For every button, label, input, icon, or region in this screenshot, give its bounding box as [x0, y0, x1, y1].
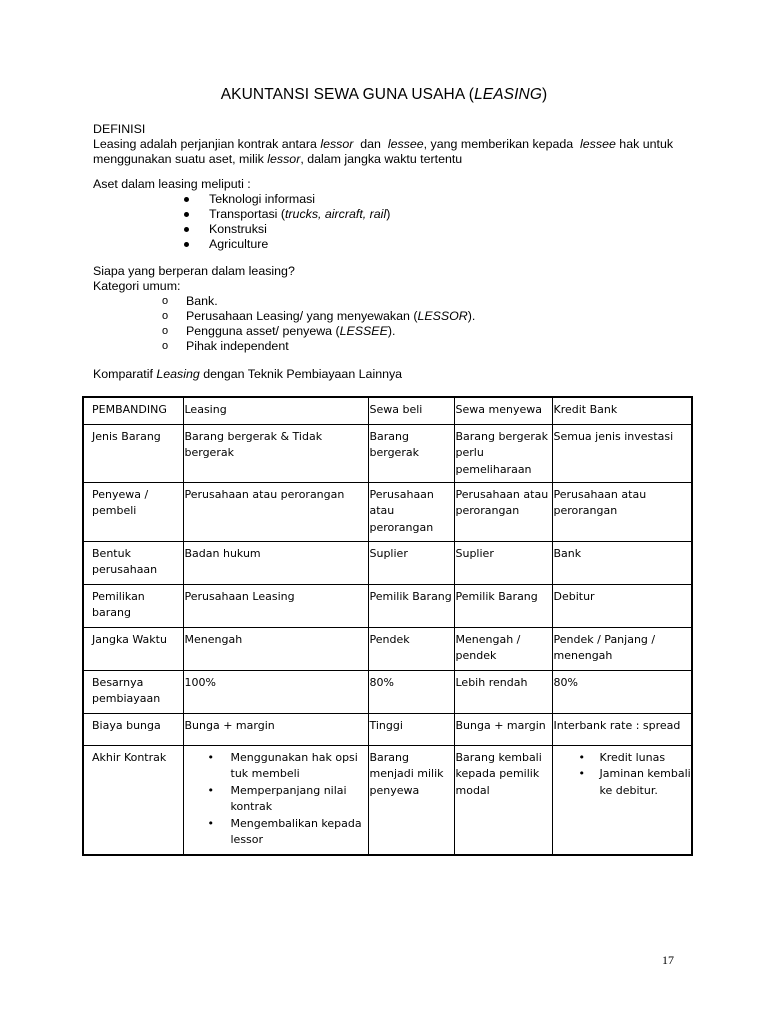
list-item: Agriculture	[93, 237, 390, 252]
table-cell: Perusahaan atau perorangan	[552, 482, 692, 541]
table-cell: 80%	[368, 670, 454, 713]
list-item: o Perusahaan Leasing/ yang menyewakan (LESSOR).	[93, 309, 475, 324]
list-item: • Mengembalikan kepada lessor	[185, 816, 368, 849]
table-cell: Perusahaan Leasing	[183, 584, 368, 627]
list-item: • Menggunakan hak opsi tuk membeli	[185, 750, 368, 783]
table-cell: Semua jenis investasi	[552, 424, 692, 482]
list-item: Teknologi informasi	[93, 192, 390, 207]
table-cell: 100%	[183, 670, 368, 713]
aset-heading: Aset dalam leasing meliputi :	[93, 177, 251, 191]
definisi-text: Leasing adalah perjanjian kontrak antara lessor dan lessee, yang memberikan kepada lessee hak untuk menggunakan suatu aset, milik lessor, dalam jangka waktu tertentu	[93, 137, 674, 166]
siapa-section	[93, 264, 475, 354]
definisi-heading: DEFINISI	[93, 122, 146, 136]
akhir-kontrak-leasing-list	[185, 750, 368, 849]
table-cell: Pendek / Panjang / menengah	[552, 627, 692, 670]
table-cell: Biaya bunga	[83, 713, 183, 745]
aset-section	[93, 177, 390, 252]
table-cell: Menengah / pendek	[454, 627, 552, 670]
table-row	[83, 745, 692, 855]
table-cell: Perusahaan atau perorangan	[368, 482, 454, 541]
table-cell: Pemilikan barang	[83, 584, 183, 627]
header-cell: Leasing	[183, 397, 368, 424]
table-cell: Bunga + margin	[454, 713, 552, 745]
table-cell: Suplier	[454, 541, 552, 584]
aset-list	[93, 192, 390, 252]
list-item: o Pengguna asset/ penyewa (LESSEE).	[93, 324, 475, 339]
table-header-row	[83, 397, 692, 424]
comparison-table	[82, 396, 693, 856]
list-item: • Kredit lunas	[554, 750, 692, 767]
header-cell: PEMBANDING	[83, 397, 183, 424]
table-cell: Barang bergerak & Tidak bergerak	[183, 424, 368, 482]
komparatif-heading: Komparatif Leasing dengan Teknik Pembiayaan Lainnya	[93, 367, 403, 381]
table-cell: Suplier	[368, 541, 454, 584]
table-row	[83, 670, 692, 713]
table-cell: Penyewa / pembeli	[83, 482, 183, 541]
table-cell: Jenis Barang	[83, 424, 183, 482]
table-cell: Interbank rate : spread	[552, 713, 692, 745]
list-item: • Memperpanjang nilai kontrak	[185, 783, 368, 816]
table-row	[83, 424, 692, 482]
table-cell: Perusahaan atau perorangan	[454, 482, 552, 541]
table-cell: Barang kembali kepada pemilik modal	[454, 745, 552, 855]
table-cell: Perusahaan atau perorangan	[183, 482, 368, 541]
table-row	[83, 584, 692, 627]
header-cell: Kredit Bank	[552, 397, 692, 424]
table-cell: Barang bergerak	[368, 424, 454, 482]
kategori-heading: Kategori umum:	[93, 279, 181, 293]
table-cell: Menengah	[183, 627, 368, 670]
header-cell: Sewa menyewa	[454, 397, 552, 424]
table-cell: Lebih rendah	[454, 670, 552, 713]
table-cell: Jangka Waktu	[83, 627, 183, 670]
table-cell	[552, 745, 692, 855]
siapa-question: Siapa yang berperan dalam leasing?	[93, 264, 295, 278]
list-item: o Bank.	[93, 294, 475, 309]
page-number: 17	[662, 953, 674, 967]
table-cell: Barang menjadi milik penyewa	[368, 745, 454, 855]
header-cell: Sewa beli	[368, 397, 454, 424]
list-item: • Jaminan kembali ke debitur.	[554, 766, 692, 799]
table-cell: Barang bergerak perlu pemeliharaan	[454, 424, 552, 482]
table-row	[83, 713, 692, 745]
table-cell: 80%	[552, 670, 692, 713]
list-item: Transportasi (trucks, aircraft, rail)	[93, 207, 390, 222]
akhir-kontrak-kredit-list	[554, 750, 692, 800]
table-cell: Bunga + margin	[183, 713, 368, 745]
table-cell: Bentuk perusahaan	[83, 541, 183, 584]
table-row	[83, 482, 692, 541]
table-row	[83, 541, 692, 584]
definisi-section	[93, 122, 683, 167]
table-cell: Bank	[552, 541, 692, 584]
table-cell	[183, 745, 368, 855]
table-cell: Pemilik Barang	[368, 584, 454, 627]
list-item: o Pihak independent	[93, 339, 475, 354]
table-cell: Debitur	[552, 584, 692, 627]
table-cell: Tinggi	[368, 713, 454, 745]
table-cell: Besarnya pembiayaan	[83, 670, 183, 713]
table-cell: Pendek	[368, 627, 454, 670]
page-title: AKUNTANSI SEWA GUNA USAHA (LEASING)	[220, 86, 548, 103]
table-row	[83, 627, 692, 670]
table-cell: Akhir Kontrak	[83, 745, 183, 855]
table-cell: Badan hukum	[183, 541, 368, 584]
kategori-list	[93, 294, 475, 354]
table-cell: Pemilik Barang	[454, 584, 552, 627]
list-item: Konstruksi	[93, 222, 390, 237]
